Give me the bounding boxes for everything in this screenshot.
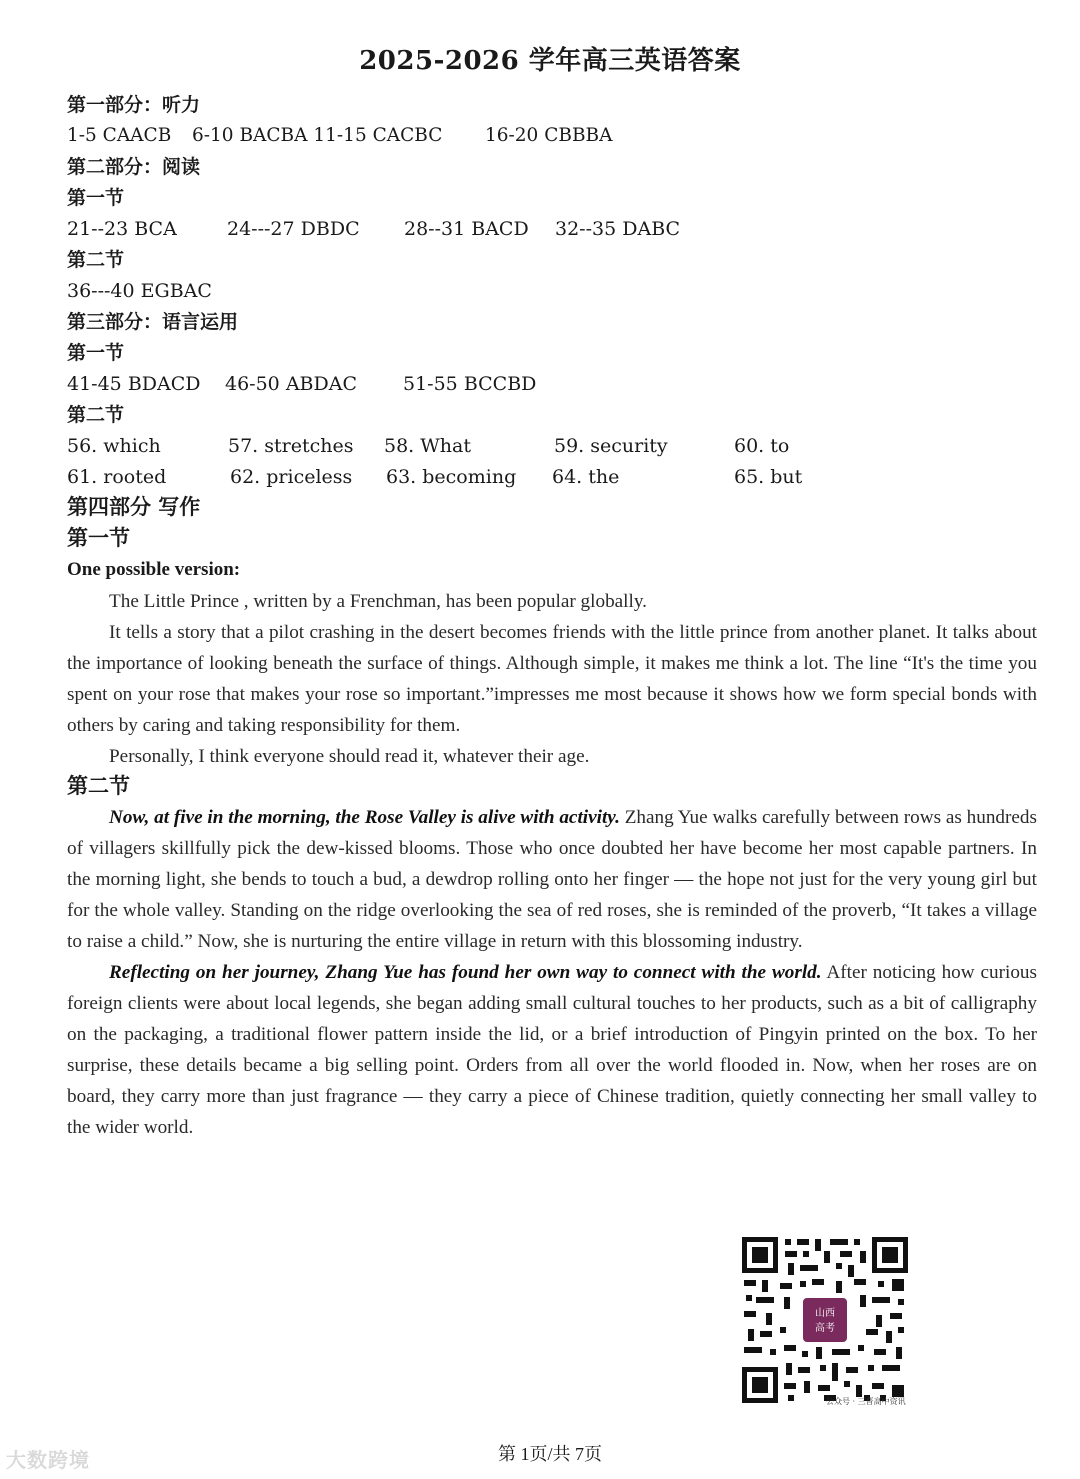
watermark-logo: 大数跨境 xyxy=(6,1448,90,1472)
part3-heading: 第三部分：语言运用 xyxy=(67,311,239,333)
answer-group: 1-5 CAACB xyxy=(67,125,172,146)
essay-section2 xyxy=(67,802,1037,1143)
part4-section1-heading: 第一节 xyxy=(67,526,130,550)
essay-section1 xyxy=(67,586,1037,772)
part1-heading: 第一部分：听力 xyxy=(67,94,201,116)
cloze-answer: 58. What xyxy=(384,435,471,457)
answer-group: 36---40 EGBAC xyxy=(67,280,212,302)
part4-heading: 第四部分 写作 xyxy=(67,495,201,519)
essay-paragraph: It tells a story that a pilot crashing in the desert becomes friends with the little prince from another planet. It talks about the importance of looking beneath the surface of things. Although simple, it makes me think a lot. The line “It's the time you spent on your rose that makes your rose so important.”impresses me most because it shows how we form special bonds with others by caring and taking responsibility for them. xyxy=(67,622,1037,736)
paragraph-body: After noticing how curious foreign clients were about local legends, she began adding small cultural touches to her products, such as a bit of calligraphy on the packaging, a traditional flower pattern inside the lid, or a brief introduction of Pingyin printed on the box. To her surprise, these details became a big selling point. Orders from all over the world flooded in. Now, when her roses are on board, they carry more than just fragrance — they carry a piece of Chinese tradition, quietly connecting her small valley to the wider world. xyxy=(67,962,1037,1138)
qr-center-label: 山西 xyxy=(815,1308,835,1319)
cloze-answer: 56. which xyxy=(67,435,161,457)
answer-group: 51-55 BCCBD xyxy=(403,373,537,395)
answer-group: 41-45 BDACD xyxy=(67,373,201,395)
cloze-answer: 59. security xyxy=(554,435,668,457)
cloze-answer: 64. the xyxy=(552,466,620,488)
page-title: 2025-2026 学年高三英语答案 xyxy=(359,46,741,76)
part2-section1-heading: 第一节 xyxy=(67,187,125,209)
part3-section1-heading: 第一节 xyxy=(67,342,125,364)
answer-group: 24---27 DBDC xyxy=(227,218,360,240)
answer-group: 6-10 BACBA 11-15 CACBC xyxy=(192,125,443,146)
continuation-paragraph xyxy=(67,957,1037,1143)
page-number: 第 1页/共 7页 xyxy=(497,1444,602,1464)
cloze-answer: 61. rooted xyxy=(67,466,167,488)
qr-caption: 公众号 · 三晋高中资讯 xyxy=(826,1397,906,1406)
continuation-paragraph xyxy=(67,802,1037,957)
answer-group: 46-50 ABDAC xyxy=(225,373,357,395)
qr-center-label: 高考 xyxy=(815,1323,835,1334)
paragraph-lead-sentence: Now, at five in the morning, the Rose Valley is alive with activity. xyxy=(109,807,620,828)
part4-section2-heading: 第二节 xyxy=(67,774,130,798)
qr-code-icon xyxy=(740,1235,910,1405)
part3-section2-heading: 第二节 xyxy=(67,404,125,426)
part2-section2-heading: 第二节 xyxy=(67,249,125,271)
cloze-answer: 62. priceless xyxy=(230,466,353,488)
version-label: One possible version: xyxy=(67,559,241,580)
essay-paragraph: The Little Prince , written by a Frenchman, has been popular globally. xyxy=(109,591,647,612)
essay-paragraph: Personally, I think everyone should read it, whatever their age. xyxy=(109,746,590,767)
paragraph-body: Zhang Yue walks carefully between rows as hundreds of villagers skillfully pick the dew-kissed blooms. Those who once doubted her have become her most capable partners. In the morning light, she bends to touch a bud, a dewdrop rolling onto her finger — the hope not just for the very young girl but for the whole valley. Standing on the ridge overlooking the sea of red roses, she is reminded of the proverb, “It takes a village to raise a child.” Now, she is nurturing the entire village in return with this blossoming industry. xyxy=(67,807,1037,952)
answer-group: 16-20 CBBBA xyxy=(485,125,613,146)
answer-group: 32--35 DABC xyxy=(555,218,681,240)
part2-heading: 第二部分：阅读 xyxy=(67,156,201,178)
cloze-answer: 60. to xyxy=(734,435,790,457)
cloze-answer: 65. but xyxy=(734,466,803,488)
answer-group: 21--23 BCA xyxy=(67,218,177,240)
cloze-answer: 57. stretches xyxy=(228,435,354,457)
paragraph-lead-sentence: Reflecting on her journey, Zhang Yue has found her own way to connect with the world. xyxy=(109,962,822,983)
answer-group: 28--31 BACD xyxy=(404,218,529,240)
cloze-answer: 63. becoming xyxy=(386,466,517,488)
